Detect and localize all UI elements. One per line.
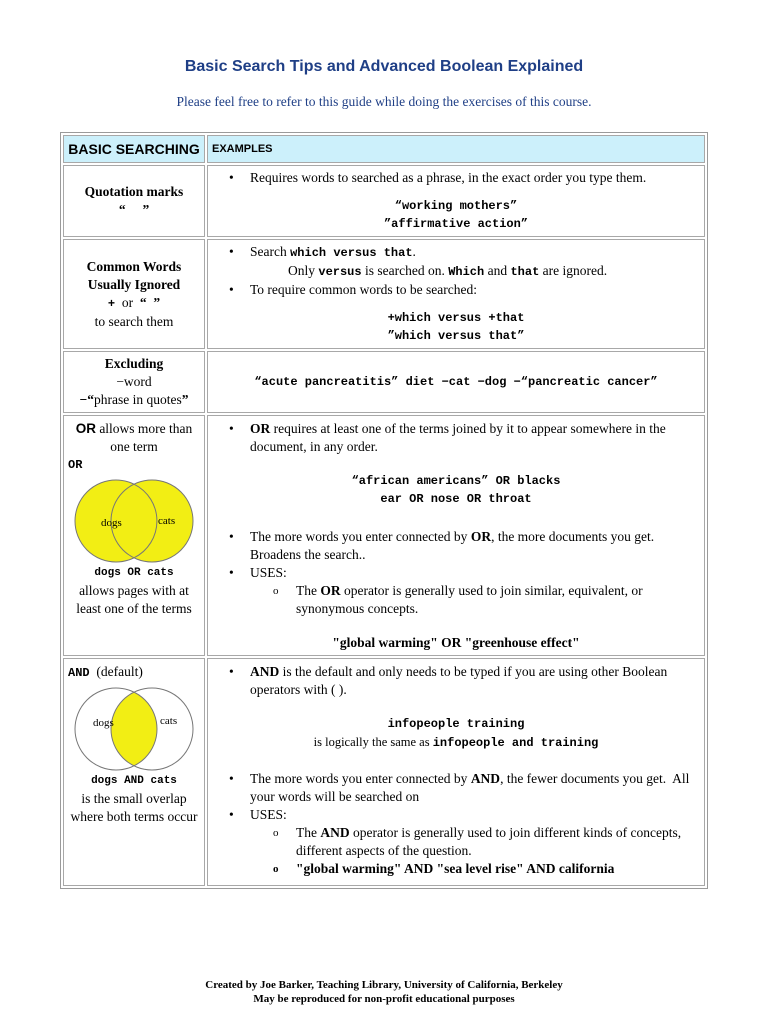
quotation-example-cell — [207, 165, 705, 237]
and-bullet-1 — [212, 663, 700, 699]
text: , the more documents you get. Broadens the search.. — [250, 529, 655, 562]
excluding-label: Excluding — [104, 356, 164, 371]
text: , the fewer documents you get. All your words will be searched on — [250, 771, 693, 804]
excluding-row — [63, 351, 705, 413]
venn-and-left-label: dogs — [93, 717, 114, 729]
text: is searched on. — [361, 263, 449, 278]
text: operator is generally used to join different kinds of concepts, different aspects of the question. — [296, 825, 682, 858]
text: is logically the same as — [313, 735, 433, 749]
venn-or-right-label: cats — [158, 515, 176, 527]
common-words-example-2: ”which versus that” — [387, 329, 525, 343]
venn-or-left-label: dogs — [101, 517, 122, 529]
code-which: Which — [448, 265, 485, 279]
quote-symbols: “ ” — [139, 294, 161, 310]
or-example-3: "global warming" OR "greenhouse effect" — [332, 635, 580, 650]
and-example-cell — [207, 658, 705, 886]
minus-word: −word — [116, 374, 152, 389]
or-bullet-1 — [212, 420, 700, 456]
or-caption: allows pages with at least one of the terms — [76, 583, 192, 616]
common-words-row — [63, 239, 705, 349]
or-word: or — [121, 294, 134, 310]
and-sub-bullet-1 — [212, 824, 700, 860]
header-examples: EXAMPLES — [207, 135, 705, 163]
quotation-symbols: “ ” — [118, 202, 150, 217]
code-which-versus-that: which versus that — [290, 246, 413, 260]
footer-line-2: May be reproduced for non-profit educational purposes — [253, 993, 515, 1005]
code-versus: versus — [318, 265, 362, 279]
excluding-label-cell — [63, 351, 205, 413]
end-quote-symbol: ” — [181, 392, 189, 407]
common-words-label-3: to search them — [94, 313, 174, 329]
minus-quote-symbol: −“ — [79, 392, 94, 407]
plus-symbol: + — [107, 296, 116, 311]
page-subtitle: Please feel free to refer to this guide while doing the exercises of this course. — [176, 94, 592, 109]
and-example-1: infopeople training — [387, 717, 525, 731]
text: The — [296, 825, 321, 840]
and-caption-code: dogs AND cats — [91, 775, 177, 787]
quotation-bullet: • Requires words to searched as a phrase, in the exact order you type them. — [212, 169, 700, 187]
common-words-label-2: Usually Ignored — [87, 276, 181, 292]
or-example-2: ear OR nose OR throat — [380, 492, 532, 506]
or-bold: OR — [250, 421, 271, 436]
common-words-explanation — [212, 262, 700, 281]
common-words-example-cell — [207, 239, 705, 349]
text: The more words you enter connected by — [250, 771, 471, 786]
or-row — [63, 415, 705, 656]
or-caption-code: dogs OR cats — [94, 567, 174, 579]
common-words-label-1: Common Words — [86, 258, 182, 274]
text: operator is generally used to join similar, equivalent, or synonymous concepts. — [296, 583, 643, 616]
and-caption: is the small overlap where both terms occur — [70, 791, 198, 824]
and-same-line — [212, 733, 700, 752]
minus-phrase-text: phrase in quotes — [93, 392, 182, 407]
common-words-label-cell — [63, 239, 205, 349]
text: The more words you enter connected by — [250, 529, 471, 544]
and-bullet-2 — [212, 770, 700, 806]
header-basic-searching: BASIC SEARCHING — [63, 135, 205, 163]
quotation-row — [63, 165, 705, 237]
text: and — [484, 263, 511, 278]
or-label — [68, 420, 200, 456]
quotation-label: Quotation marks — [84, 184, 184, 199]
table-header-row — [63, 135, 705, 163]
or-example-1: “african americans” OR blacks — [351, 474, 561, 488]
footer — [0, 978, 768, 1006]
or-bold: OR — [320, 583, 341, 598]
and-bold: AND — [320, 825, 350, 840]
and-row — [63, 658, 705, 886]
venn-diagram-or — [73, 478, 195, 564]
text: Search — [250, 244, 291, 259]
text: The — [296, 583, 321, 598]
text: requires at least one of the terms joined by it to appear somewhere in the document, in any order. — [250, 421, 666, 454]
text: Only — [288, 263, 319, 278]
venn-and-right-label: cats — [160, 715, 178, 727]
and-bullet-uses: • USES: — [212, 806, 700, 824]
venn-diagram-and — [73, 686, 195, 772]
or-sub-bullet — [212, 582, 700, 618]
and-label — [68, 663, 200, 682]
text: . — [412, 244, 416, 259]
text: (default) — [96, 664, 143, 679]
and-label-cell — [63, 658, 205, 886]
excluding-example-cell — [207, 351, 705, 413]
common-words-example-1: +which versus +that — [387, 311, 525, 325]
or-code-label: OR — [68, 458, 83, 472]
and-sub-bullet-2: o "global warming" AND "sea level rise" AND california — [212, 860, 700, 882]
or-bullet-2 — [212, 528, 700, 564]
or-example-cell — [207, 415, 705, 656]
or-label-cell — [63, 415, 205, 656]
and-bold: AND — [250, 664, 280, 679]
quotation-example-1: “working mothers” — [394, 199, 518, 213]
or-bullet-uses: • USES: — [212, 564, 700, 582]
and-code-label: AND — [68, 666, 90, 680]
common-words-bullet-1 — [212, 243, 700, 262]
code-that: that — [510, 265, 540, 279]
and-bold: AND — [470, 771, 501, 786]
or-label-bold: OR — [75, 421, 96, 436]
page-title: Basic Search Tips and Advanced Boolean Explained — [184, 58, 584, 75]
text: allows more than one term — [95, 421, 193, 454]
excluding-example: “acute pancreatitis” diet −cat −dog −“pancreatic cancer” — [254, 375, 658, 389]
text: is the default and only needs to be typed if you are using other Boolean operators with ( ). — [250, 664, 668, 697]
common-words-bullet-2: • To require common words to be searched: — [212, 281, 700, 299]
or-bold: OR — [470, 529, 492, 544]
text: are ignored. — [539, 263, 608, 278]
footer-line-1: Created by Joe Barker, Teaching Library, University of California, Berkeley — [205, 979, 563, 991]
quotation-label-cell — [63, 165, 205, 237]
and-example-2: infopeople and training — [432, 736, 599, 750]
quotation-example-2: ”affirmative action” — [383, 217, 529, 231]
search-tips-table — [60, 132, 708, 889]
